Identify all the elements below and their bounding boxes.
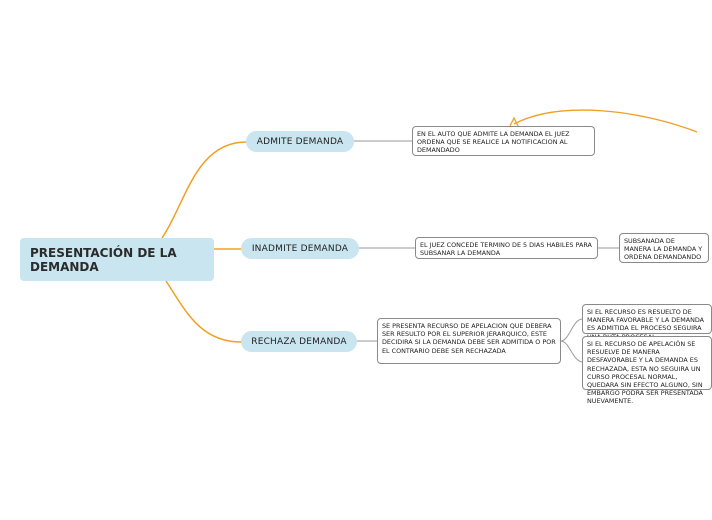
note-inadmite-termino-text: EL JUEZ CONCEDE TERMINO DE 5 DIAS HABILES PARA SUBSANAR LA DEMANDA <box>420 241 592 258</box>
note-rechaza-favorable[interactable] <box>582 304 712 334</box>
connector-rechaza-subnote-2 <box>561 341 582 362</box>
branch-admite-demanda[interactable] <box>246 131 354 152</box>
branch-inadmite-demanda-label: INADMITE DEMANDA <box>251 243 349 254</box>
root-topic-label: PRESENTACIÓN DE LA DEMANDA <box>30 245 177 274</box>
note-rechaza-apelacion-text: SE PRESENTA RECURSO DE APELACION QUE DEBERA SER RESULTO POR EL SUPERIOR JERARQUICO, ESTE DECIDIRA SI LA DEMANDA DEBE SER ADMITIDA O POR EL CONTRARIO DEBE SER RECHAZADA <box>382 322 556 355</box>
note-rechaza-desfavorable[interactable] <box>582 336 712 406</box>
note-inadmite-subsanada[interactable] <box>619 233 709 263</box>
branch-rechaza-demanda[interactable] <box>241 331 357 352</box>
note-inadmite-termino[interactable] <box>415 237 598 259</box>
branch-rechaza-demanda-label: RECHAZA DEMANDA <box>251 336 347 347</box>
note-rechaza-favorable-text: SI EL RECURSO ES RESUELTO DE MANERA FAVORABLE Y LA DEMANDA ES ADMITIDA EL PROCESO SEGUIRA <box>587 308 705 333</box>
root-topic[interactable] <box>20 238 214 281</box>
note-admite-notificacion[interactable] <box>412 126 595 156</box>
note-rechaza-apelacion[interactable] <box>377 318 561 364</box>
note-inadmite-subsanada-text: SUBSANADA DE MANERA LA DEMANDA Y ORDENA DEMANDANDO <box>624 237 703 262</box>
note-rechaza-desfavorable-text: SI EL RECURSO DE APELACIÓN SE RESUELVE DE MANERA DESFAVORABLE Y LA DEMANDA ES RECHAZADA, ESTA NO SEGUIRA UN CURSO PROCESAL NORMAL, QUEDARA SIN EFECTO ALGUNO, SIN EMBARGO PODRA SER PRESENTADA NUEVAMENTE. <box>587 340 703 406</box>
connector-root-admite <box>162 142 246 238</box>
note-admite-notificacion-text: EN EL AUTO QUE ADMITE LA DEMANDA EL JUEZ ORDENA QUE SE REALICE LA NOTIFICACION AL DEMANDADO <box>417 130 570 155</box>
branch-inadmite-demanda[interactable] <box>241 238 359 259</box>
branch-admite-demanda-label: ADMITE DEMANDA <box>256 136 344 147</box>
connector-root-rechaza <box>166 281 241 342</box>
connector-rechaza-subnote-1 <box>561 319 582 341</box>
